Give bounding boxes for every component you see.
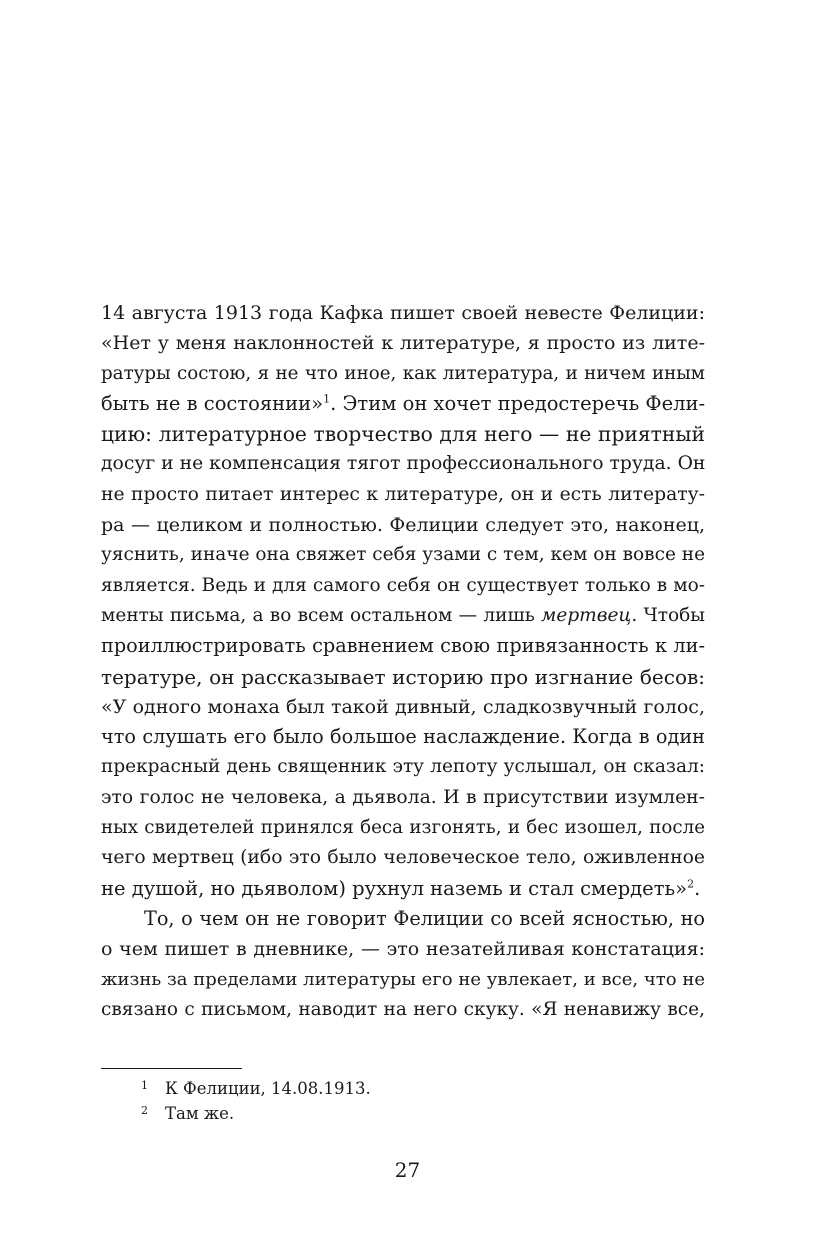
- footnote-separator: [101, 1068, 242, 1069]
- text-line: связано с письмом, наводит на него скуку. «Я ненавижу все,: [101, 998, 705, 1020]
- text-fragment: быть не в состоянии»: [101, 391, 324, 415]
- text-line: «Нет у меня наклонностей к литературе, я просто из лите-: [101, 332, 705, 355]
- text-line: ных свидетелей принялся беса изгонять, и бес изошел, после: [101, 817, 705, 839]
- main-text: [101, 298, 705, 1025]
- text-line: тературе, он рассказывает историю про изгнание бесов:: [101, 664, 705, 689]
- footnote-item: [101, 1101, 705, 1126]
- footnote-ref-1[interactable]: 1: [323, 392, 331, 406]
- footnote-number: 2: [141, 1104, 148, 1117]
- paragraph-1: [101, 298, 705, 904]
- text-line: проиллюстрировать сравнением свою привязанность к ли-: [101, 634, 705, 658]
- paragraph-2: [101, 904, 705, 1025]
- footnote-number: 1: [141, 1079, 148, 1092]
- text-line: 14 августа 1913 года Кафка пишет своей невесте Фелиции:: [101, 302, 705, 324]
- text-fragment: не душой, но дьяволом) рухнул наземь и стал смердеть»: [101, 876, 688, 900]
- footnotes: [101, 1076, 705, 1126]
- text-line: [101, 601, 705, 631]
- footnote-item: [101, 1076, 705, 1101]
- text-line: чего мертвец (ибо это было человеческое тело, оживленное: [101, 847, 705, 869]
- text-line: То, о чем он не говорит Фелиции со всей ясностью, но: [144, 906, 705, 930]
- text-line: прекрасный день священник эту лепоту услышал, он сказал:: [101, 756, 705, 778]
- text-line: цию: литературное творчество для него — не приятный: [101, 422, 705, 447]
- text-line: не просто питает интерес к литературе, он и есть литерату-: [101, 483, 705, 505]
- text-line: это голос не человека, а дьявола. И в присутствии изумлен-: [101, 786, 705, 808]
- emphasis-word: мертвец: [541, 604, 632, 626]
- text-line: уяснить, иначе она свяжет себя узами с тем, кем он вовсе не: [101, 544, 706, 566]
- text-line: что слушать его было большое наслаждение. Когда в один: [101, 725, 705, 749]
- footnote-text: К Фелиции, 14.08.1913.: [165, 1079, 371, 1098]
- page-number: 27: [394, 1158, 421, 1182]
- text-line: ра — целиком и полностью. Фелиции следует это, наконец,: [101, 514, 705, 537]
- footnote-ref-2[interactable]: 2: [687, 877, 695, 891]
- text-line: ратуры состою, я не что иное, как литература, и ничем иным: [101, 362, 705, 384]
- text-fragment: . Чтобы: [631, 604, 706, 626]
- text-fragment: .: [694, 876, 701, 900]
- text-line: жизнь за пределами литературы его не увлекает, и все, что не: [101, 968, 705, 990]
- text-fragment: . Этим он хочет предостеречь Фели-: [330, 391, 706, 415]
- text-line: «У одного монаха был такой дивный, сладкозвучный голос,: [101, 695, 705, 718]
- text-line: досуг и не компенсация тягот профессионального труда. Он: [101, 453, 706, 475]
- footnote-text: Там же.: [165, 1104, 235, 1123]
- text-line: [101, 389, 705, 419]
- text-line: является. Ведь и для самого себя он существует только в мо-: [101, 574, 705, 596]
- text-line: о чем пишет в дневнике, — это незатейливая констатация:: [101, 938, 705, 961]
- text-fragment: менты письма, а во всем остальном — лишь: [101, 604, 542, 626]
- text-line: [101, 874, 705, 904]
